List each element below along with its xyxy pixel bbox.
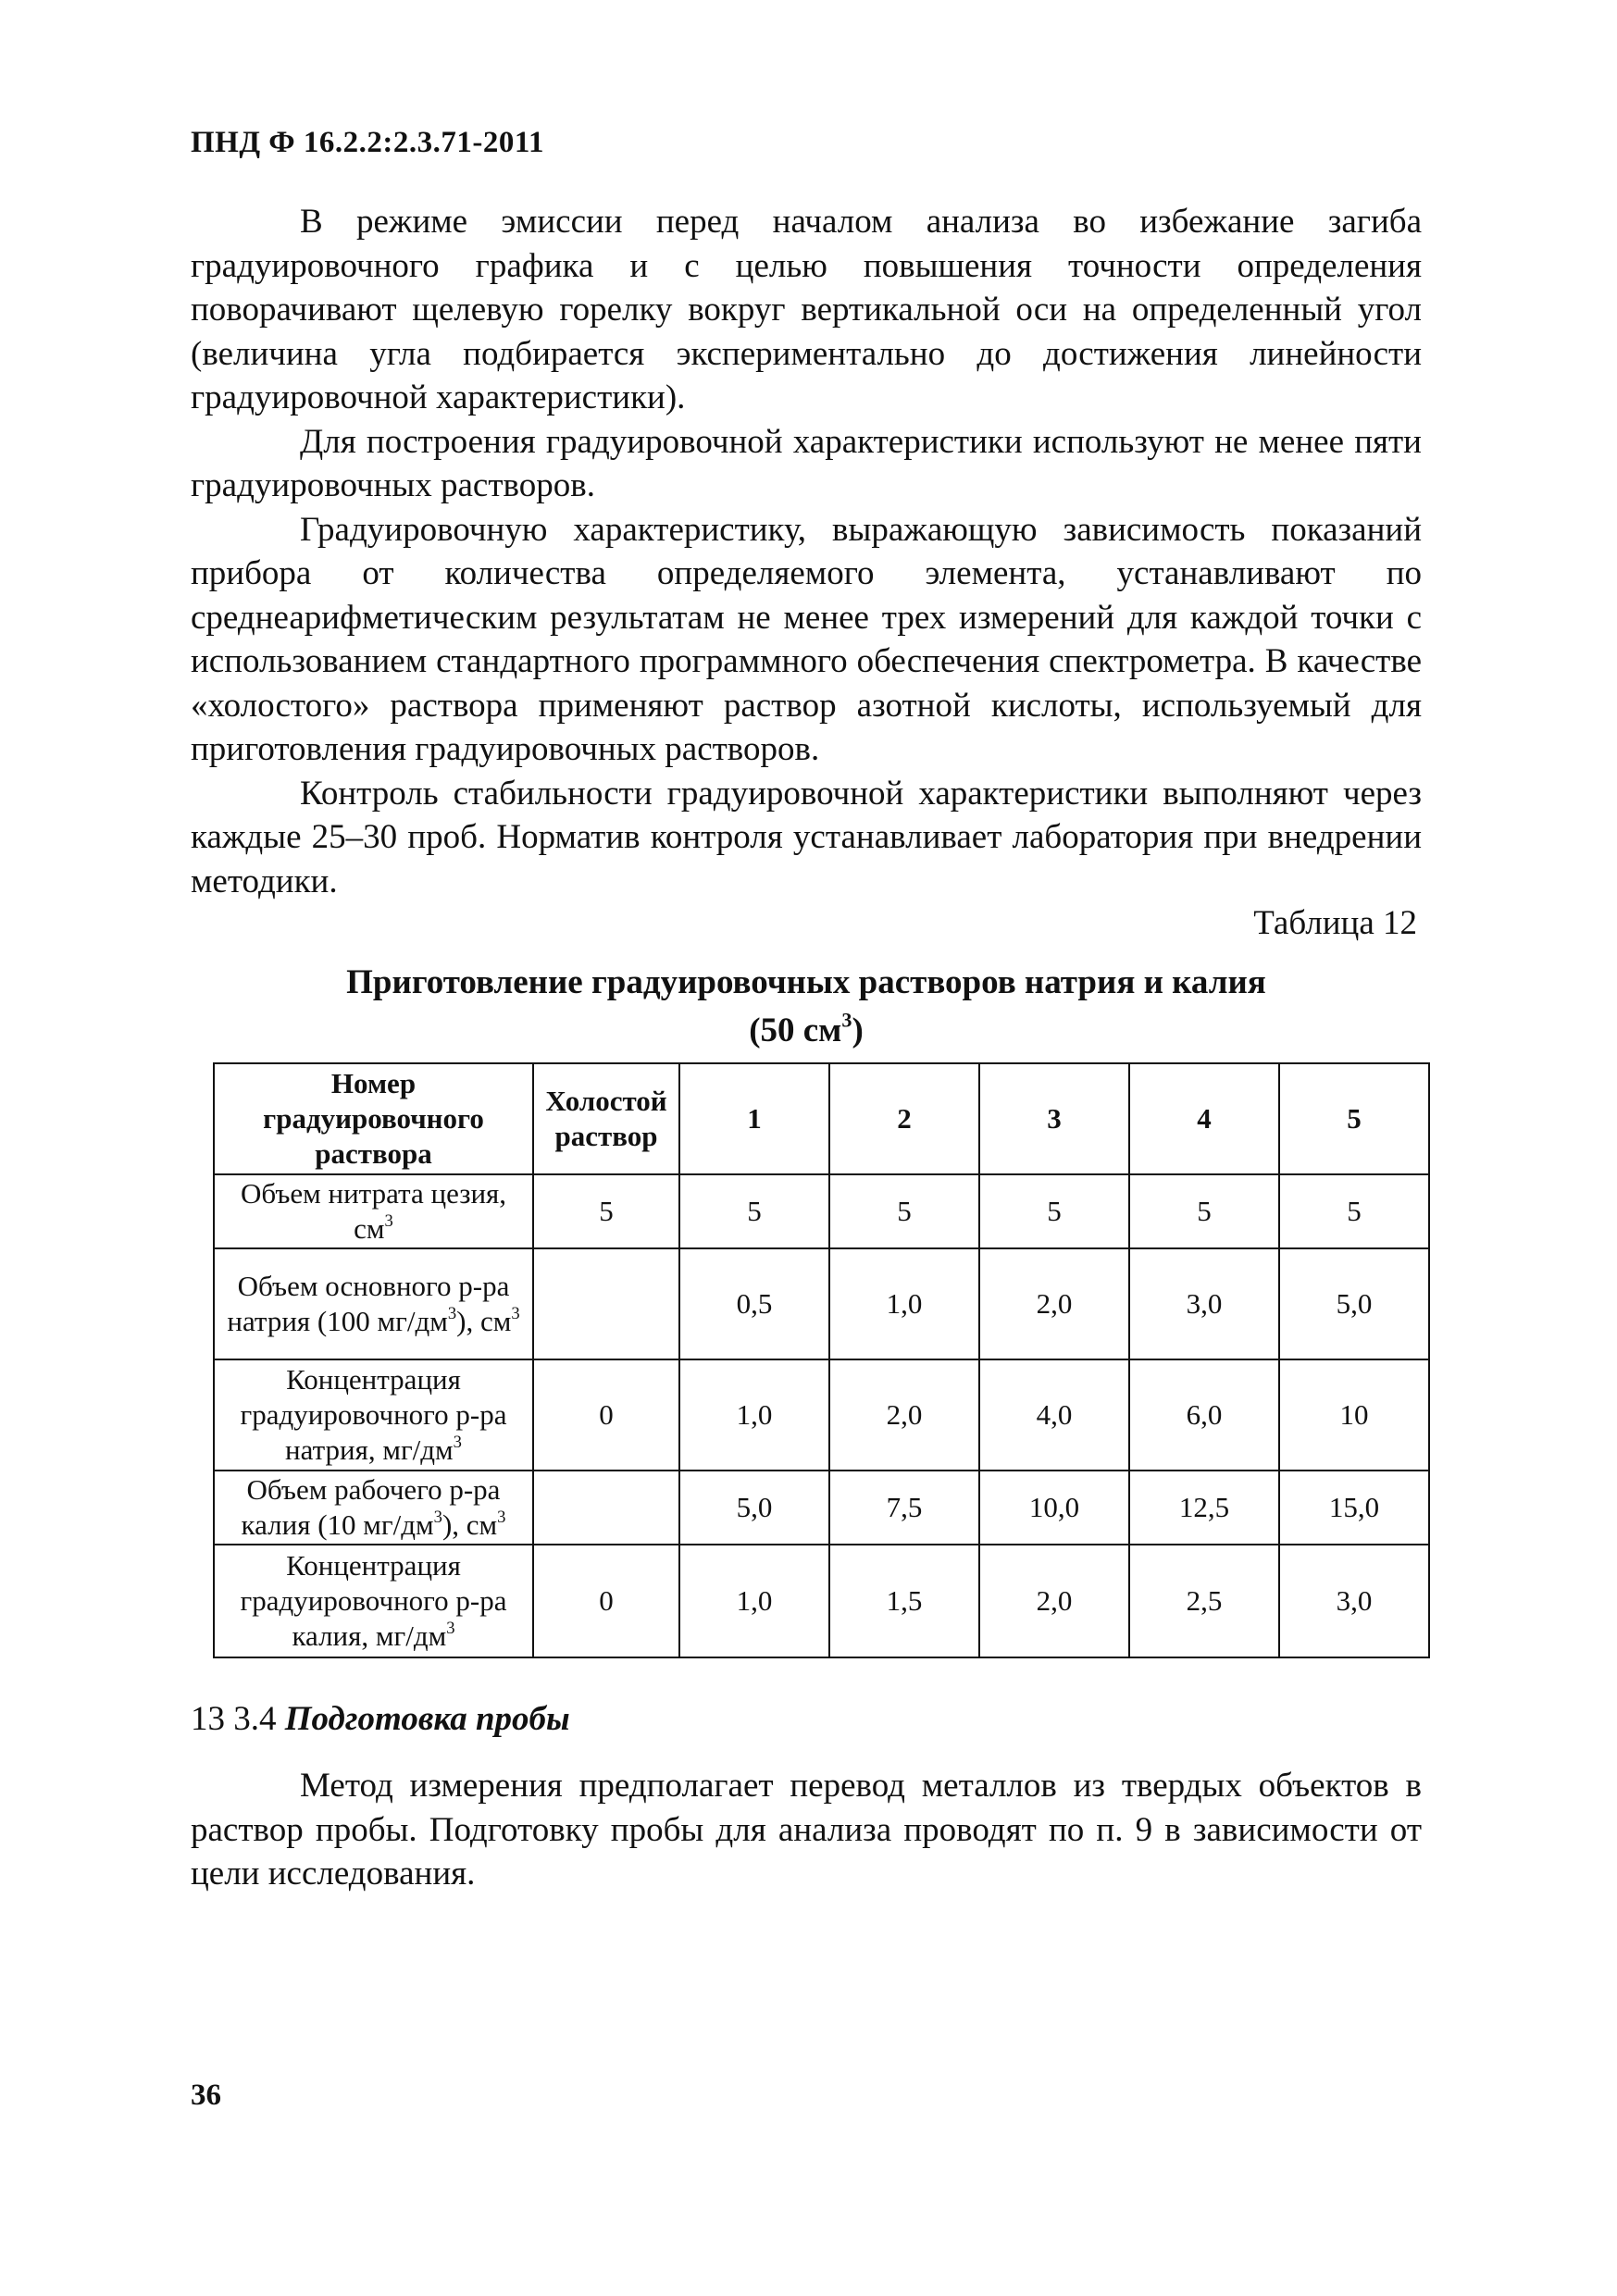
table-cell: 4,0: [979, 1359, 1129, 1471]
table-cell: 0: [533, 1545, 679, 1657]
table-row: [214, 1174, 1429, 1248]
section-text: [191, 1764, 1422, 1896]
table-cell: 0,5: [679, 1248, 829, 1359]
row-label-text: Объем нитрата цезия, см: [240, 1177, 507, 1245]
document-code: ПНД Ф 16.2.2:2.3.71-2011: [191, 126, 545, 159]
table-cell: 0: [533, 1359, 679, 1471]
table-title-line2-text: (50 см: [749, 1011, 842, 1049]
row-label-sup: 3: [384, 1210, 393, 1231]
table-cell: 10,0: [979, 1471, 1129, 1545]
row-label-sup: 3: [447, 1303, 457, 1323]
table-cell: 1,0: [829, 1248, 979, 1359]
table-row: [214, 1471, 1429, 1545]
table-cell: 1,0: [679, 1359, 829, 1471]
row-label-text: Концентрация градуировочного р-ра натрия, мг/дм: [240, 1363, 507, 1466]
table-cell: 5: [829, 1174, 979, 1248]
header-col-3: 3: [979, 1063, 1129, 1174]
table-cell: 12,5: [1129, 1471, 1279, 1545]
table-cell: 15,0: [1279, 1471, 1429, 1545]
row-label-sup: 3: [453, 1432, 462, 1452]
table-cell: 3,0: [1279, 1545, 1429, 1657]
section-title: Подготовка пробы: [284, 1700, 570, 1738]
header-col-2: 2: [829, 1063, 979, 1174]
row-label-sup: 3: [433, 1507, 442, 1527]
table-row: [214, 1359, 1429, 1471]
table-title-line2-sup: 3: [841, 1008, 852, 1032]
calibration-table: [213, 1062, 1430, 1658]
paragraph-stability-control: Контроль стабильности градуировочной характеристики выполняют через каждые 25–30 проб. Норматив контроля устанавливает лаборатория при внедрении методики.: [191, 774, 1422, 900]
row-label: [214, 1545, 533, 1657]
table-row: [214, 1248, 1429, 1359]
row-label-sup2: 3: [511, 1303, 520, 1323]
table-cell: 5: [1279, 1174, 1429, 1248]
row-label-text: Объем основного р-ра натрия (100 мг/дм: [227, 1270, 510, 1337]
header-col-1: 1: [679, 1063, 829, 1174]
table-label: Таблица 12: [1253, 904, 1417, 942]
table-cell: 7,5: [829, 1471, 979, 1545]
page-number: 36: [191, 2079, 221, 2112]
table-title-line1: Приготовление градуировочных растворов натрия и калия: [346, 963, 1266, 1001]
table-cell: 5: [533, 1174, 679, 1248]
header-solution-number: Номер градуировочного раствора: [214, 1063, 533, 1174]
table-cell: [533, 1248, 679, 1359]
row-label-text-b: ), см: [442, 1508, 498, 1541]
table-cell: 5,0: [1279, 1248, 1429, 1359]
table-cell: 1,5: [829, 1545, 979, 1657]
row-label: [214, 1471, 533, 1545]
table-cell: 2,0: [979, 1248, 1129, 1359]
table-row: [214, 1545, 1429, 1657]
row-label-text: Объем рабочего р-ра калия (10 мг/дм: [241, 1473, 501, 1541]
table-cell: 1,0: [679, 1545, 829, 1657]
table-cell: 2,0: [829, 1359, 979, 1471]
table-cell: 6,0: [1129, 1359, 1279, 1471]
header-col-4: 4: [1129, 1063, 1279, 1174]
table-cell: 10: [1279, 1359, 1429, 1471]
paragraph-calibration-method: Градуировочную характеристику, выражающую зависимость показаний прибора от количества определяемого элемента, устанавливают по среднеарифметическим результатам не менее трех измерений для каждой точки с использованием стандартного программного обеспечения спектрометра. В качестве «холостого» раствора применяют раствор азотной кислоты, используемый для приготовления градуировочных растворов.: [191, 510, 1422, 768]
paragraph-calibration-count: Для построения градуировочной характеристики используют не менее пяти градуировочных растворов.: [191, 422, 1422, 504]
table-cell: 3,0: [1129, 1248, 1279, 1359]
section-number: 13 3.4: [191, 1700, 277, 1738]
paragraph-sample-preparation: Метод измерения предполагает перевод металлов из твердых объектов в раствор пробы. Подготовку пробы для анализа проводят по п. 9 в зависимости от цели исследования.: [191, 1767, 1422, 1893]
section-heading: [191, 1699, 570, 1739]
paragraph-emission-mode: В режиме эмиссии перед началом анализа во избежание загиба градуировочного графика и с целью повышения точности определения поворачивают щелевую горелку вокруг вертикальной оси на определенный угол (величина угла подбирается экспериментально до достижения линейности градуировочной характеристики).: [191, 203, 1422, 416]
row-label-text: Концентрация градуировочного р-ра калия, мг/дм: [240, 1549, 507, 1652]
table-title: [191, 959, 1422, 1055]
table-cell: 2,5: [1129, 1545, 1279, 1657]
row-label: [214, 1248, 533, 1359]
table-title-line2-suffix: ): [852, 1011, 864, 1049]
table-cell: [533, 1471, 679, 1545]
header-col-5: 5: [1279, 1063, 1429, 1174]
header-blank-solution: Холостой раствор: [533, 1063, 679, 1174]
table-cell: 5: [1129, 1174, 1279, 1248]
row-label-sup: 3: [446, 1618, 455, 1638]
table-cell: 5,0: [679, 1471, 829, 1545]
row-label: [214, 1359, 533, 1471]
table-header-row: [214, 1063, 1429, 1174]
row-label-text-b: ), см: [456, 1305, 512, 1337]
table-cell: 5: [979, 1174, 1129, 1248]
row-label: [214, 1174, 533, 1248]
intro-text: [191, 200, 1422, 903]
table-cell: 2,0: [979, 1545, 1129, 1657]
table-title-line2: [191, 1007, 1422, 1055]
table-cell: 5: [679, 1174, 829, 1248]
row-label-sup2: 3: [497, 1507, 506, 1527]
